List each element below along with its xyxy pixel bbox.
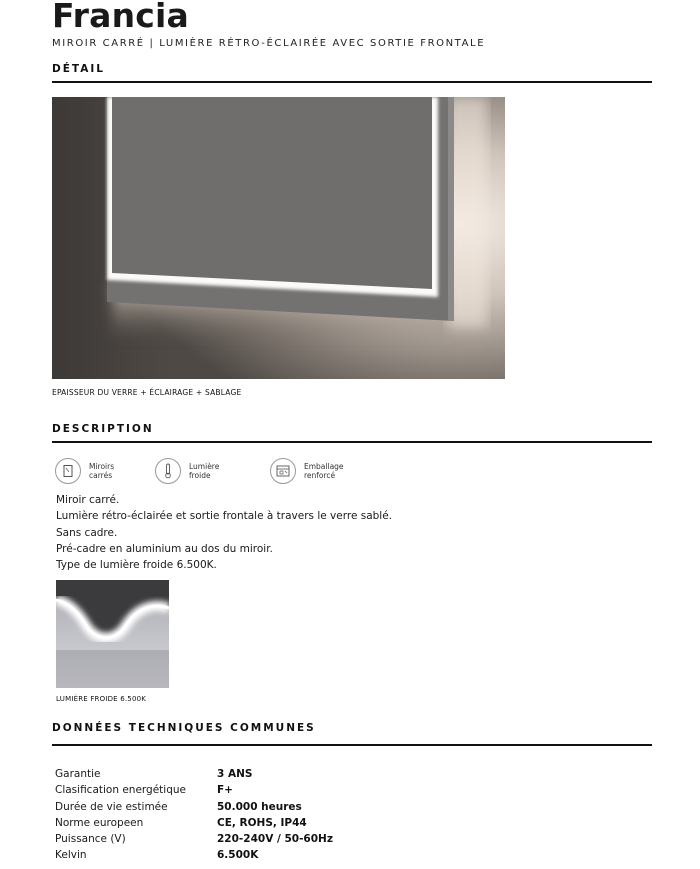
description-line: Sans cadre.	[56, 526, 118, 539]
swatch-caption: LUMIÈRE FROIDE 6.500K	[56, 695, 147, 703]
tech-divider	[52, 744, 652, 746]
product-title: Francia	[52, 0, 190, 35]
feature-cold-light	[155, 456, 243, 486]
tech-row-lifetime: Durée de vie estimée 50.000 heures	[55, 800, 302, 813]
description-line: Pré-cadre en aluminium au dos du miroir.	[56, 542, 273, 555]
description-text	[56, 492, 392, 573]
tech-row-warranty: Garantie 3 ANS	[55, 768, 253, 780]
tech-heading: DONNÉES TECHNIQUES COMMUNES	[52, 722, 316, 734]
feature-square-mirrors	[55, 456, 143, 486]
package-icon	[270, 458, 296, 484]
thermometer-icon	[155, 458, 181, 484]
feature-reinforced-packaging	[270, 456, 358, 486]
description-heading: DESCRIPTION	[52, 423, 154, 435]
cold-light-sample-image	[56, 580, 169, 688]
tech-table	[55, 766, 333, 864]
square-mirror-icon	[55, 458, 81, 484]
product-subtitle: MIROIR CARRÉ | LUMIÈRE RÉTRO-ÉCLAIRÉE AVEC SORTIE FRONTALE	[52, 38, 486, 49]
tech-row-energy-class: Clasification energétique F+	[55, 784, 233, 797]
tech-row-norm: Norme europeen CE, ROHS, IP44	[55, 816, 307, 829]
tech-row-kelvin: Kelvin 6.500K	[55, 849, 259, 862]
feature-label: Emballage renforcé	[304, 462, 344, 480]
detail-photo	[52, 97, 505, 379]
cold-light-swatch	[56, 580, 169, 688]
detail-heading: DÉTAIL	[52, 63, 105, 75]
description-line: Miroir carré.	[56, 494, 120, 506]
description-divider	[52, 441, 652, 443]
description-line: Type de lumière froide 6.500K.	[56, 559, 217, 572]
description-line: Lumière rétro-éclairée et sortie frontale à travers le verre sablé.	[56, 510, 393, 523]
feature-label: Lumière froide	[189, 462, 220, 480]
feature-label: Miroirs carrés	[89, 462, 115, 480]
detail-divider	[52, 81, 652, 83]
tech-row-power: Puissance (V) 220-240V / 50-60Hz	[55, 833, 333, 846]
detail-caption: EPAISSEUR DU VERRE + ÉCLAIRAGE + SABLAGE	[52, 388, 242, 397]
backlit-mirror-illustration	[52, 97, 505, 379]
